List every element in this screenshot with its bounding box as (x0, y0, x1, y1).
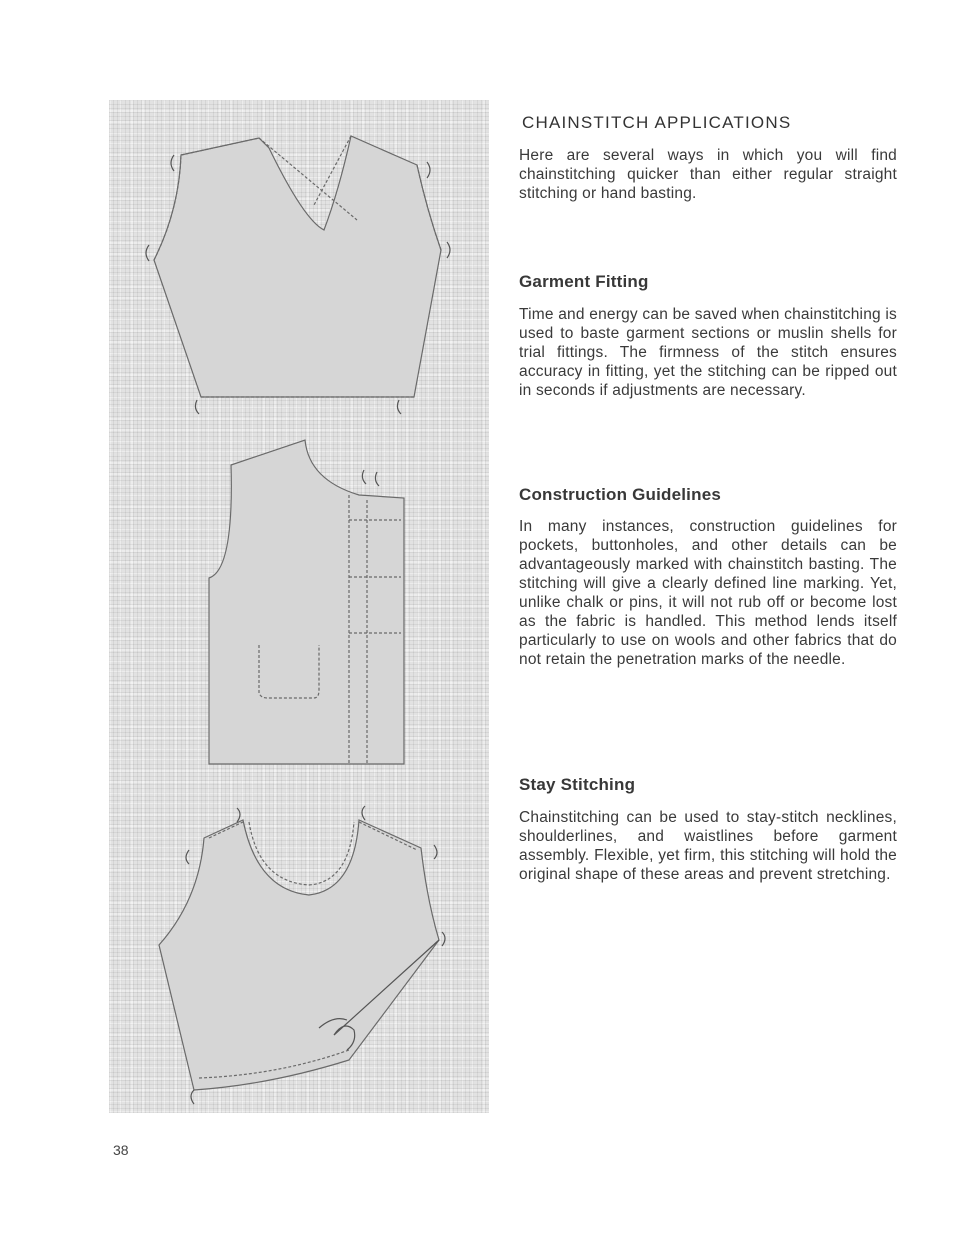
pocket-guideline-illustration (209, 440, 404, 764)
section-paragraph: Chainstitching can be used to stay-stitch necklines, shoulderlines, and waistlines before garment assembly. Flexible, yet firm, this stitching will hold the original shape of these areas and prevent stretching. (519, 809, 897, 883)
basted-bodice-illustration (146, 136, 450, 414)
page-number: 38 (113, 1142, 129, 1158)
intro-block (519, 146, 897, 203)
stay-stitched-bodice-illustration (159, 806, 445, 1104)
section-heading: Stay Stitching (519, 775, 636, 794)
intro-paragraph: Here are several ways in which you will find chainstitching quicker than either regular straight stitching or hand basting. (519, 147, 897, 202)
page-title: CHAINSTITCH APPLICATIONS (522, 113, 792, 132)
section-paragraph: Time and energy can be saved when chainstitching is used to baste garment sections or muslin shells for trial fittings. The firmness of the stitch ensures accuracy in fitting, yet the stitching can be ripped out in seconds if adjustments are necessary. (519, 306, 897, 399)
section-heading: Construction Guidelines (519, 485, 722, 504)
garment-illustrations (109, 100, 489, 1113)
section-construction-guidelines-body (519, 517, 897, 669)
section-garment-fitting (519, 272, 897, 292)
section-paragraph: In many instances, construction guidelines for pockets, buttonholes, and other details can be advantageously marked with chainstitch basting. The stitching will give a clearly defined line marking. Yet, unlike chalk or pins, it will not rub off or become lost as the fabric is handled. This method lends itself particularly to use on wools and other fabrics that do not retain the penetration marks of the needle. (519, 518, 897, 668)
section-heading: Garment Fitting (519, 272, 649, 291)
section-garment-fitting-body (519, 305, 897, 400)
section-construction-guidelines (519, 485, 897, 505)
section-stay-stitching-body (519, 808, 897, 884)
illustration-panel (109, 100, 489, 1113)
section-stay-stitching (519, 775, 897, 795)
